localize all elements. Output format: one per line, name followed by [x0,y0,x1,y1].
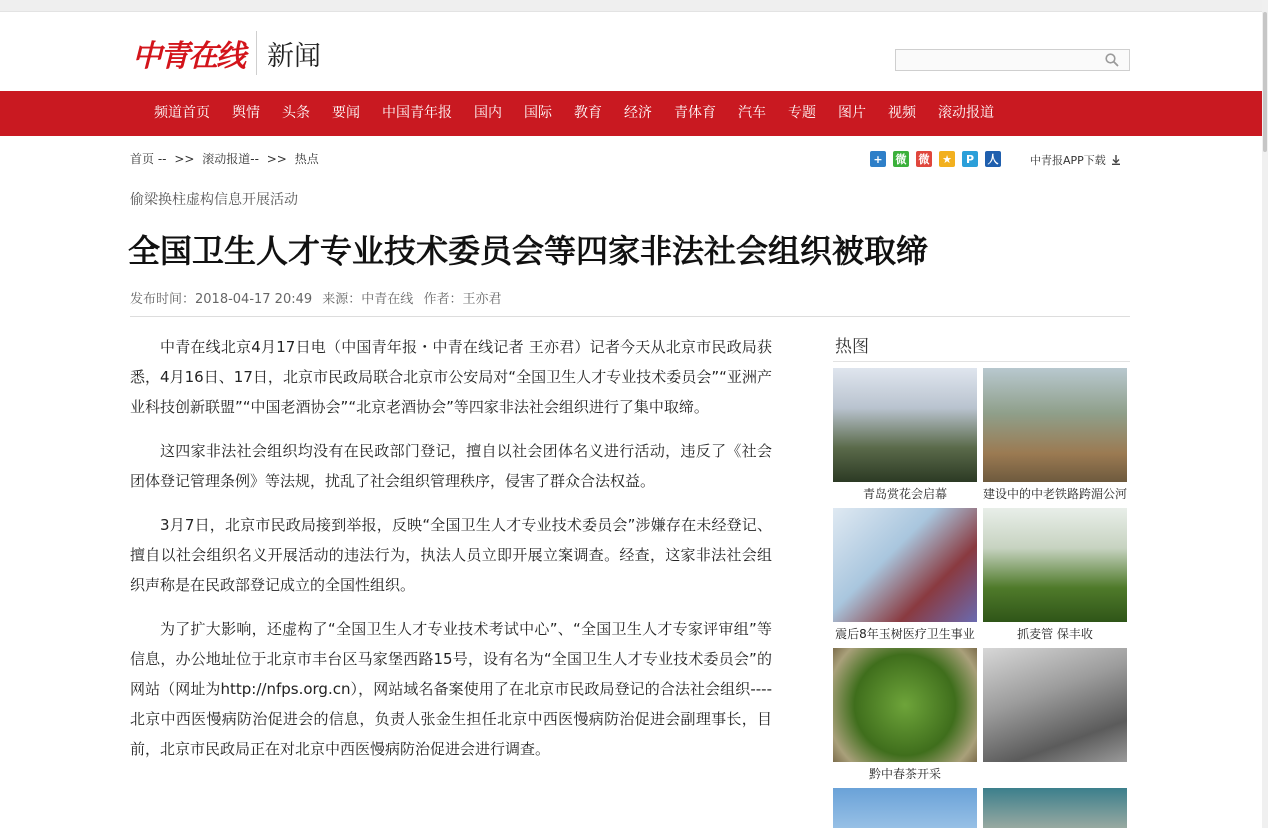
breadcrumb-hot[interactable]: 热点 [294,152,319,166]
hot-image-item[interactable] [833,508,977,646]
nav-item[interactable]: 教育 [574,105,602,121]
download-icon [1111,155,1121,165]
breadcrumb-separator: >> [174,152,195,166]
logo-divider [256,31,257,75]
article-paragraph: 为了扩大影响，还虚构了“全国卫生人才专业技术考试中心”、“全国卫生人才专家评审组”等信息，办公地址位于北京市丰台区马家堡西路15号，设有名为“全国卫生人才专业技术委员会”的网站（网址为http://nfps.org.cn），网站域名备案使用了在北京市民政局登记的合法社会组织----北京中西医慢病防治促进会的信息，负责人张金生担任北京中西医慢病防治促进会副理事长，目前，北京市民政局正在对北京中西医慢病防治促进会进行调查。 [130,620,772,758]
hot-image-photo[interactable] [833,508,977,622]
nav-list [143,91,1005,136]
weibo-icon[interactable]: 微 [916,151,932,167]
hot-image-item[interactable] [983,788,1127,828]
scrollbar-thumb[interactable] [1263,12,1267,152]
hot-image-caption[interactable]: 震后8年玉树医疗卫生事业 [835,627,975,641]
nav-item[interactable]: 青体育 [674,105,716,121]
hot-image-caption[interactable]: 青岛赏花会启幕 [862,487,947,501]
nav-item[interactable]: 要闻 [332,105,360,121]
site-logo[interactable] [132,30,321,76]
search-input[interactable] [896,51,1096,71]
hot-image-caption[interactable]: 抓麦管 保丰收 [1017,627,1093,641]
breadcrumb [130,150,323,167]
article-kicker: 偷梁换柱虚构信息开展活动 [130,192,298,208]
nav-item[interactable]: 中国青年报 [382,105,452,121]
renren-icon[interactable]: 人 [985,151,1001,167]
search-box [895,49,1130,71]
nav-item[interactable]: 图片 [838,105,866,121]
hot-image-photo[interactable] [983,648,1127,762]
nav-item[interactable]: 国际 [524,105,552,121]
breadcrumb-separator: >> [266,152,287,166]
app-download-link[interactable] [1030,152,1121,168]
hot-image-item[interactable] [833,368,977,506]
breadcrumb-rolling[interactable]: 滚动报道-- [202,152,259,166]
nav-item[interactable]: 头条 [282,105,310,121]
nav-item[interactable]: 国内 [474,105,502,121]
hot-image-photo[interactable] [983,368,1127,482]
hot-image-photo[interactable] [833,648,977,762]
tqq-icon[interactable]: P [962,151,978,167]
share-bar [870,151,1001,167]
app-download-label: 中青报APP下载 [1030,154,1106,167]
hot-image-item[interactable] [833,648,977,786]
hot-image-photo[interactable] [983,788,1127,828]
brand-logo-text: 中青在线 [132,39,244,74]
divider [130,316,1130,317]
section-name: 新闻 [267,40,321,72]
hot-image-photo[interactable] [833,788,977,828]
nav-item[interactable]: 经济 [624,105,652,121]
hot-image-item[interactable] [833,788,977,828]
hot-image-item[interactable] [983,368,1127,506]
hot-image-item[interactable] [983,508,1127,646]
hot-images-panel [833,332,1130,781]
hot-image-photo[interactable] [983,508,1127,622]
article-source: 来源：中青在线 [322,292,414,307]
main-nav [0,91,1262,136]
breadcrumb-home[interactable]: 首页 -- [130,152,167,166]
article-paragraph: 这四家非法社会组织均没有在民政部门登记，擅自以社会团体名义进行活动，违反了《社会团体登记管理条例》等法规，扰乱了社会组织管理秩序，侵害了群众合法权益。 [130,442,772,490]
nav-item[interactable]: 视频 [888,105,916,121]
nav-item[interactable]: 专题 [788,105,816,121]
hot-image-caption[interactable]: 黔中春茶开采 [868,767,941,781]
wechat-icon[interactable]: 微 [893,151,909,167]
nav-item[interactable]: 频道首页 [154,105,210,121]
article-title: 全国卫生人才专业技术委员会等四家非法社会组织被取缔 [128,232,929,270]
nav-item[interactable]: 舆情 [232,105,260,121]
search-icon[interactable] [1105,53,1119,67]
scrollbar[interactable] [1262,0,1268,828]
nav-item[interactable]: 滚动报道 [938,105,994,121]
article-author: 作者：王亦君 [423,292,502,307]
article-paragraph: 3月7日，北京市民政局接到举报，反映“全国卫生人才专业技术委员会”涉嫌存在未经登记、擅自以社会组织名义开展活动的违法行为，执法人员立即开展立案调查。经查，这家非法社会组织声称是在民政部登记成立的全国性组织。 [130,516,772,594]
article-body [130,332,772,778]
hot-image-item[interactable] [983,648,1127,762]
hot-images-title: 热图 [833,332,1130,362]
article-paragraph: 中青在线北京4月17日电（中国青年报・中青在线记者 王亦君）记者今天从北京市民政局获悉，4月16日、17日，北京市民政局联合北京市公安局对“全国卫生人才专业技术委员会”“亚洲产业科技创新联盟”“中国老酒协会”“北京老酒协会”等四家非法社会组织进行了集中取缔。 [130,338,772,416]
site-header [0,12,1262,91]
hot-image-caption[interactable]: 建设中的中老铁路跨湄公河 [983,487,1127,501]
article-meta [130,288,507,307]
qzone-icon[interactable]: ★ [939,151,955,167]
hot-image-photo[interactable] [833,368,977,482]
browser-top-strip [0,0,1262,12]
plus-share-icon[interactable]: + [870,151,886,167]
nav-item[interactable]: 汽车 [738,105,766,121]
publish-time: 发布时间：2018-04-17 20:49 [130,292,313,307]
